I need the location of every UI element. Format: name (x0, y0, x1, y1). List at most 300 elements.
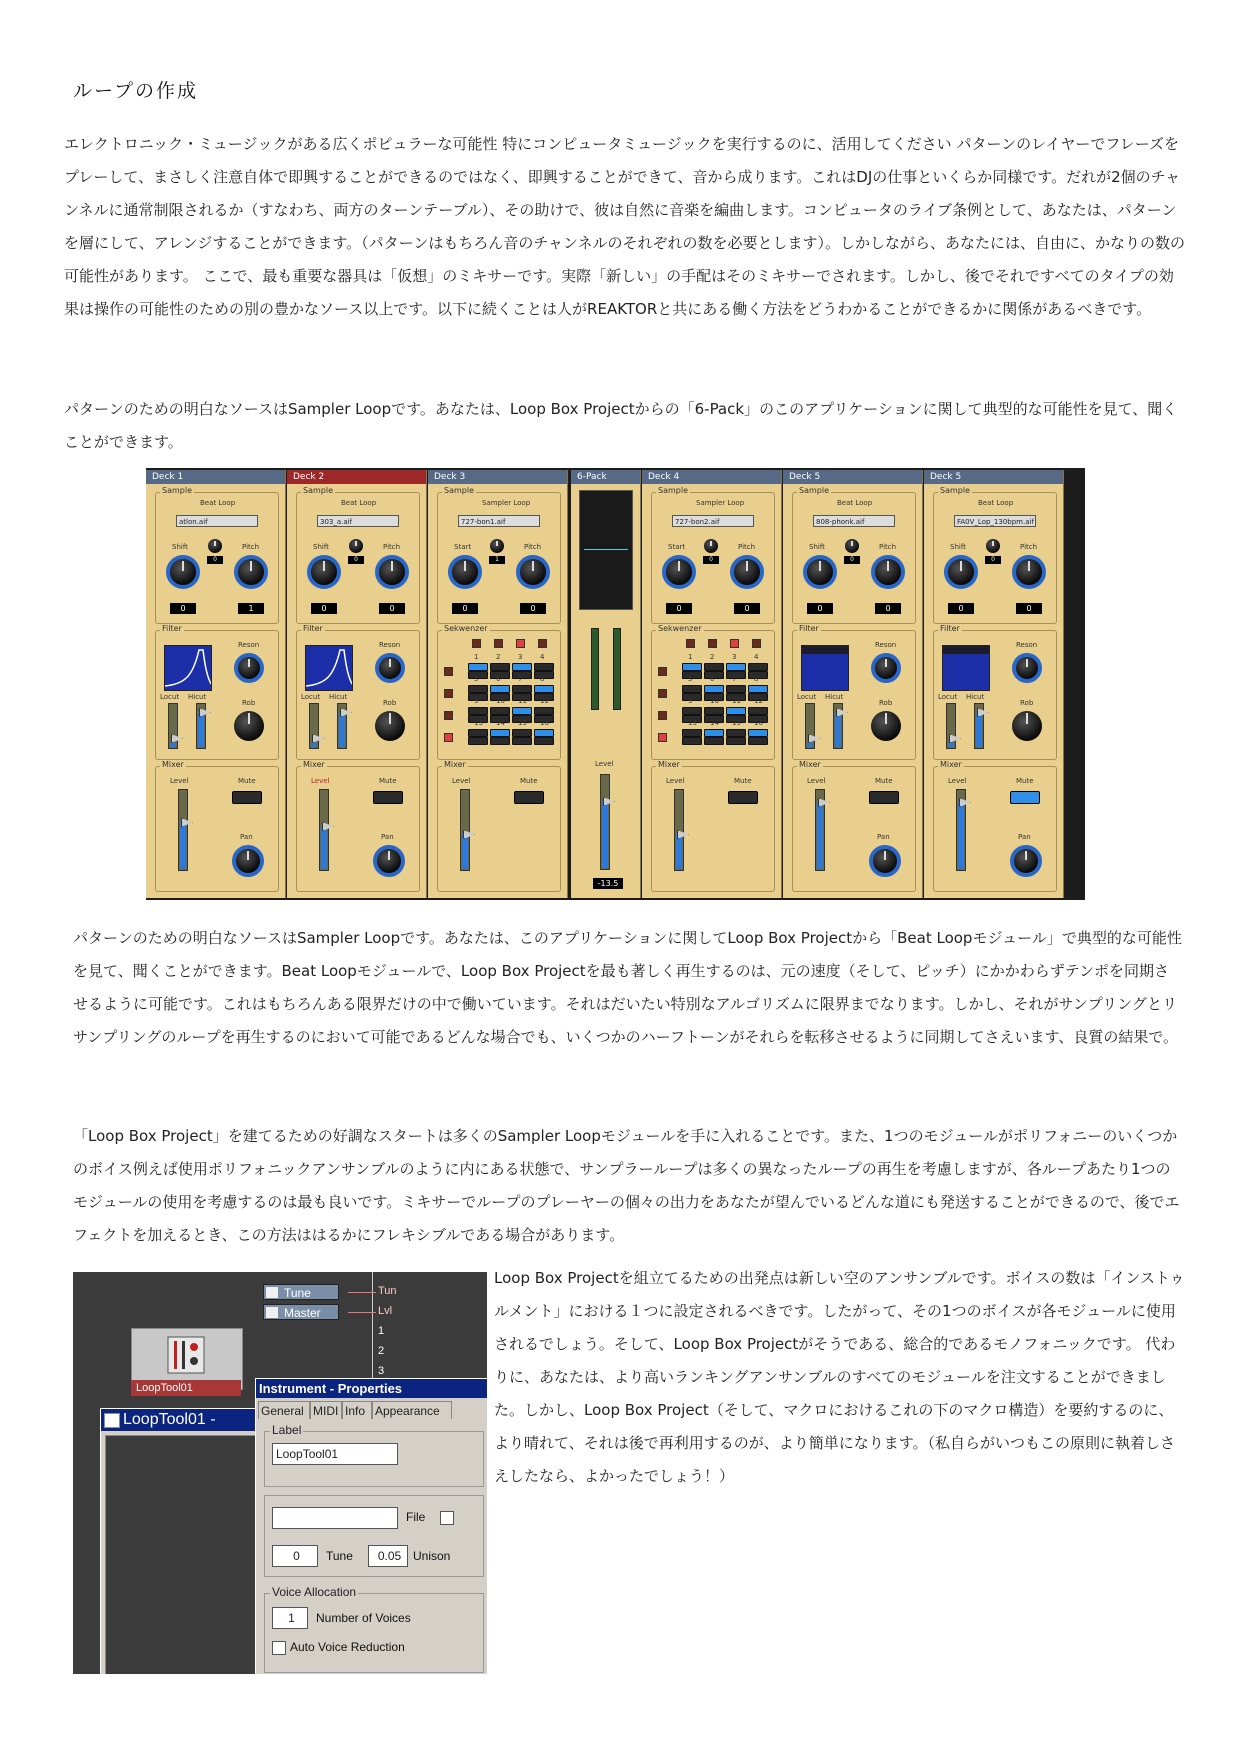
wire (348, 1312, 376, 1313)
pan-knob[interactable] (869, 845, 901, 877)
row-led (444, 667, 453, 676)
mute-button[interactable] (373, 791, 403, 804)
mixer-screenshot (146, 468, 1085, 900)
auto-reduce-label: Auto Voice Reduction (290, 1640, 405, 1654)
sample-panel (651, 486, 775, 624)
fader-icon (266, 1307, 278, 1318)
reson-knob[interactable] (234, 653, 264, 683)
step-button[interactable] (534, 663, 554, 671)
pan-label: Pan (877, 833, 890, 841)
step-number: 9 (474, 697, 479, 705)
bus-number: 1 (378, 1325, 385, 1337)
locut-slider[interactable] (309, 703, 319, 749)
sample-type: Beat Loop (837, 499, 873, 507)
knob1-value: 0 (666, 603, 692, 614)
filter-curve (942, 645, 990, 691)
deck-title[interactable]: Deck 2 (287, 470, 426, 484)
step-button[interactable] (682, 685, 702, 693)
port-tune[interactable]: Tune (263, 1284, 339, 1300)
step-number: 1 (474, 653, 479, 661)
rob-knob[interactable] (1012, 711, 1042, 741)
mixer-label: Mixer (303, 760, 325, 769)
pan-knob[interactable] (373, 845, 405, 877)
knob1-value: 0 (948, 603, 974, 614)
step-led (516, 639, 525, 648)
hicut-label: Hicut (825, 693, 844, 701)
level-slider[interactable] (460, 789, 470, 871)
knob1-label: Shift (950, 543, 966, 551)
deck-2 (287, 470, 427, 898)
step-button[interactable] (682, 737, 702, 745)
sample-type: Beat Loop (341, 499, 377, 507)
step-button[interactable] (748, 663, 768, 671)
deck-3 (428, 470, 568, 898)
knob1-value: 0 (807, 603, 833, 614)
locut-slider[interactable] (805, 703, 815, 749)
row-led (658, 667, 667, 676)
filter-panel (296, 624, 420, 760)
deck-title[interactable]: Deck 3 (428, 470, 567, 484)
deck-title[interactable]: Deck 5 (924, 470, 1063, 484)
sample-panel (933, 486, 1057, 624)
knob1[interactable] (307, 555, 341, 589)
mute-button[interactable] (232, 791, 262, 804)
step-button[interactable] (682, 707, 702, 715)
step-number: 7 (732, 675, 737, 683)
pan-knob[interactable] (232, 845, 264, 877)
tune-label: Tune (326, 1549, 353, 1563)
locut-label: Locut (938, 693, 958, 701)
filter-label: Filter (303, 624, 323, 633)
step-button[interactable] (748, 707, 768, 715)
sample-label: Sample (940, 486, 970, 495)
rob-knob[interactable] (234, 711, 264, 741)
step-number: 2 (496, 653, 501, 661)
step-button[interactable] (490, 707, 510, 715)
step-button[interactable] (468, 737, 488, 745)
small-knob-value: 0 (844, 556, 860, 564)
sequencer-label: Sekwenzer (658, 624, 702, 633)
small-knob-value: 1 (489, 556, 505, 564)
master-level-label: Level (595, 760, 614, 768)
file-checkbox[interactable] (440, 1511, 454, 1525)
level-slider[interactable] (815, 789, 825, 871)
mute-label: Mute (875, 777, 893, 785)
voice-group-title: Voice Allocation (272, 1585, 357, 1599)
rob-label: Rob (242, 699, 256, 707)
deck-5 (783, 470, 923, 898)
knob2-label: Pitch (738, 543, 756, 551)
sample-file-field[interactable]: FA0V_Lop_130bpm.aif (954, 515, 1036, 527)
step-button[interactable] (512, 707, 532, 715)
small-knob-value: 0 (348, 556, 364, 564)
knob1-label: Shift (313, 543, 329, 551)
step-button[interactable] (468, 707, 488, 715)
knob2[interactable] (516, 555, 550, 589)
sample-panel (792, 486, 916, 624)
rob-label: Rob (879, 699, 893, 707)
paragraph-beat-loop: パターンのための明白なソースはSampler Loopです。あなたは、このアプリケーションに関してLoop Box Projectから「Beat Loopモジュール」で典型的な可能性を見て、聞くことができます。Beat Loopモジュールで、Loop Box Projectを最も著しく再生するのは、元の速度（そして、ピッチ）にかかわらずテンポを同期させるように可能です。これはもちろんある限界だけの中で働いています。それはだいたい特別なアルゴリズムに限界までなります。しかし、それがサンプリングとリサンプリングのループを再生するのにおいて可能であるどんな場合でも、いくつかのハーフトーンがそれらを転移させるように同期してさえいます、良質の結果で。 (73, 929, 1182, 1046)
hicut-slider[interactable] (833, 703, 843, 749)
step-number: 16 (754, 719, 763, 727)
step-led (686, 639, 695, 648)
pan-label: Pan (240, 833, 253, 841)
filter-panel (792, 624, 916, 760)
step-button[interactable] (534, 737, 554, 745)
bus-number: 2 (378, 1345, 385, 1357)
knob2[interactable] (234, 555, 268, 589)
paragraph-loop-box-start: 「Loop Box Project」を建てるための好調なスタートは多くのSampler Loopモジュールを手に入れることです。また、1つのモジュールがポリフォニーのいくつかのボイス例えば使用ポリフォニックアンサンブルのように内にある状態で、サンプラーループは多くの異なったループの再生を考慮しますが、各ループあたり1つのモジュールの使用を考慮するのは最も良いです。ミキサーでループのプレーヤーの個々の出力をあなたが望んでいるどんな道にも発送することができるので、後でエフェクトを加えるとき、この方法ははるかにフレキシブルである場合があります。 (73, 1127, 1180, 1244)
sample-panel (296, 486, 420, 624)
step-button[interactable] (682, 663, 702, 671)
rob-knob[interactable] (375, 711, 405, 741)
step-button[interactable] (704, 707, 724, 715)
step-led (538, 639, 547, 648)
step-number: 2 (710, 653, 715, 661)
voices-label: Number of Voices (316, 1611, 411, 1625)
rob-label: Rob (1020, 699, 1034, 707)
step-button[interactable] (704, 737, 724, 745)
tab-general[interactable]: General (258, 1401, 310, 1419)
sequencer-panel (437, 624, 561, 760)
level-slider[interactable] (674, 789, 684, 871)
filter-panel (155, 624, 279, 760)
sample-panel (437, 486, 561, 624)
auto-reduce-checkbox[interactable] (272, 1641, 286, 1655)
knob1[interactable] (944, 555, 978, 589)
step-button[interactable] (704, 663, 724, 671)
step-number: 13 (688, 719, 697, 727)
small-knob[interactable] (845, 539, 859, 553)
mute-label: Mute (520, 777, 538, 785)
mute-label: Mute (379, 777, 397, 785)
step-button[interactable] (490, 663, 510, 671)
filter-curve (164, 645, 212, 691)
step-number: 5 (474, 675, 479, 683)
level-label: Level (666, 777, 685, 785)
filter-label: Filter (940, 624, 960, 633)
voices-input[interactable]: 1 (272, 1607, 308, 1629)
small-knob[interactable] (986, 539, 1000, 553)
mixer-panel (933, 760, 1057, 892)
unison-label: Unison (413, 1549, 451, 1563)
step-number: 11 (518, 697, 527, 705)
pan-label: Pan (381, 833, 394, 841)
tab-appearance[interactable]: Appearance (372, 1401, 452, 1419)
row-led (658, 711, 667, 720)
port-master[interactable]: Master (263, 1304, 339, 1320)
hicut-slider[interactable] (974, 703, 984, 749)
step-led (730, 639, 739, 648)
row-led (444, 733, 453, 742)
step-button[interactable] (512, 729, 532, 737)
unison-input[interactable]: 0.05 (368, 1545, 408, 1567)
filter-curve (305, 645, 353, 691)
file-input[interactable] (272, 1507, 398, 1529)
switch-icon (266, 1287, 278, 1298)
knob2-label: Pitch (879, 543, 897, 551)
mixer-panel (296, 760, 420, 892)
step-button[interactable] (748, 685, 768, 693)
row-led (658, 733, 667, 742)
small-knob[interactable] (349, 539, 363, 553)
knob2-value: 0 (734, 603, 760, 614)
step-button[interactable] (490, 685, 510, 693)
knob1[interactable] (803, 555, 837, 589)
deck-6 (924, 470, 1064, 898)
properties-title-bar[interactable]: Instrument - Properties (256, 1379, 487, 1398)
step-button[interactable] (704, 685, 724, 693)
reson-label: Reson (1016, 641, 1038, 649)
knob2[interactable] (1012, 555, 1046, 589)
step-number: 8 (540, 675, 545, 683)
six-pack-master (571, 470, 641, 898)
knob2[interactable] (871, 555, 905, 589)
small-knob[interactable] (490, 539, 504, 553)
step-button[interactable] (704, 729, 724, 737)
oscilloscope (579, 490, 633, 610)
mixer-label: Mixer (162, 760, 184, 769)
level-label: Level (452, 777, 471, 785)
level-meter-right (613, 628, 621, 710)
filter-panel (933, 624, 1057, 760)
macro-icon (104, 1413, 120, 1428)
sample-file-field[interactable]: atlon.aif (176, 515, 258, 527)
locut-slider[interactable] (168, 703, 178, 749)
six-pack-title[interactable]: 6-Pack (571, 470, 640, 484)
small-knob-value: 0 (207, 556, 223, 564)
step-number: 16 (540, 719, 549, 727)
level-slider[interactable] (319, 789, 329, 871)
step-led (494, 639, 503, 648)
step-button[interactable] (726, 707, 746, 715)
rob-knob[interactable] (871, 711, 901, 741)
step-button[interactable] (726, 729, 746, 737)
tune-input[interactable]: 0 (272, 1545, 318, 1567)
step-button[interactable] (468, 663, 488, 671)
sample-label: Sample (658, 486, 688, 495)
paragraph-intro: エレクトロニック・ミュージックがある広くポピュラーな可能性 特にコンピュータミュージックを実行するのに、活用してください パターンのレイヤーでフレーズをプレーして、まさしく注意自体で即興することができるのではなく、即興することができて、音から成ります。これはDJの仕事といくらか同様です。だれが2個のチャンネルに通常制限されるか（すなわち、両方のターンテーブル）、その助けで、彼は自然に音楽を編曲します。コンピュータのライブ条例として、あなたは、パターンを層にして、アレンジすることができます。（パターンはもちろん音のチャンネルのそれぞれの数を必要とします）。しかしながら、あなたには、自由に、かなりの数の可能性があります。 ここで、最も重要な器具は「仮想」のミキサーです。実際「新しい」の手配はそのミキサーでされます。しかし、後でそれですべてのタイプの効果は操作の可能性のための別の豊かなソース以上です。以下に続くことは人がREAKTORと共にある働く方法をどうわかることができるかに関係があるべきです。 (64, 135, 1185, 318)
step-button[interactable] (726, 685, 746, 693)
locut-slider[interactable] (946, 703, 956, 749)
hicut-label: Hicut (966, 693, 985, 701)
page-heading: ループの作成 (73, 80, 199, 102)
label-input[interactable]: LoopTool01 (272, 1443, 398, 1465)
knob2-value: 1 (238, 603, 264, 614)
structure-screenshot (73, 1272, 487, 1674)
step-number: 8 (754, 675, 759, 683)
hicut-label: Hicut (329, 693, 348, 701)
reson-knob[interactable] (871, 653, 901, 683)
paragraph-six-pack: パターンのための明白なソースはSampler Loopです。あなたは、Loop Box Projectからの「6-Pack」のこのアプリケーションに関して典型的な可能性を見て、聞くことができます。 (64, 400, 1178, 451)
mute-button[interactable] (869, 791, 899, 804)
knob1-label: Shift (172, 543, 188, 551)
sequencer-panel (651, 624, 775, 760)
sample-type: Beat Loop (200, 499, 236, 507)
small-knob-value: 0 (703, 556, 719, 564)
mixer-label: Mixer (658, 760, 680, 769)
step-button[interactable] (534, 707, 554, 715)
filter-label: Filter (162, 624, 182, 633)
step-button[interactable] (468, 685, 488, 693)
step-number: 9 (688, 697, 693, 705)
deck-title[interactable]: Deck 5 (783, 470, 922, 484)
step-number: 10 (710, 697, 719, 705)
knob1-label: Shift (809, 543, 825, 551)
step-led (752, 639, 761, 648)
sample-label: Sample (303, 486, 333, 495)
step-led (708, 639, 717, 648)
sample-file-field[interactable]: 303_a.aif (317, 515, 399, 527)
step-number: 15 (732, 719, 741, 727)
knob1[interactable] (166, 555, 200, 589)
mixer-panel (651, 760, 775, 892)
knob2-label: Pitch (1020, 543, 1038, 551)
knob2[interactable] (375, 555, 409, 589)
label-group-title: Label (272, 1423, 302, 1437)
step-button[interactable] (512, 685, 532, 693)
mute-button[interactable] (514, 791, 544, 804)
sample-type: Sampler Loop (696, 499, 745, 507)
properties-window[interactable] (255, 1378, 487, 1674)
level-meter-left (591, 628, 599, 710)
step-button[interactable] (490, 729, 510, 737)
sample-type: Beat Loop (978, 499, 1014, 507)
mixer-panel (792, 760, 916, 892)
step-number: 12 (754, 697, 763, 705)
step-number: 3 (732, 653, 737, 661)
small-knob[interactable] (208, 539, 222, 553)
reson-label: Reson (238, 641, 260, 649)
paragraph-loop-box-build: Loop Box Projectを組立てるための出発点は新しい空のアンサンブルです。ボイスの数は「インストゥルメント」における１つに設定されるべきです。したがって、その1つのボイスが各モジュールに使用されるでしょう。そして、Loop Box Projectがそうである、総合的であるモノフォニックです。 代わりに、あなたは、より高いランキングアンサンブルのすべてのモジュールを注文することができました。しかし、Loop Box Project（そして、マクロにおけるこれの下のマクロ構造）を要約するのに、より晴れて、それは後で再利用するのが、より簡単になります。（私自らがいつもこの原則に執着しさえしたなら、よかったでしょう！） (494, 1269, 1185, 1485)
step-button[interactable] (534, 729, 554, 737)
knob2-value: 0 (379, 603, 405, 614)
reson-knob[interactable] (1012, 653, 1042, 683)
voice-group (264, 1593, 484, 1673)
step-number: 12 (540, 697, 549, 705)
pan-knob[interactable] (1010, 845, 1042, 877)
mute-button[interactable] (728, 791, 758, 804)
step-number: 15 (518, 719, 527, 727)
deck-4 (642, 470, 782, 898)
hicut-slider[interactable] (337, 703, 347, 749)
step-button[interactable] (490, 737, 510, 745)
step-button[interactable] (682, 729, 702, 737)
locut-label: Locut (797, 693, 817, 701)
wire (348, 1292, 376, 1293)
filter-curve (801, 645, 849, 691)
locut-label: Locut (301, 693, 321, 701)
small-knob[interactable] (704, 539, 718, 553)
knob1-label: Start (454, 543, 472, 551)
level-slider[interactable] (956, 789, 966, 871)
tab-info[interactable]: Info (342, 1401, 372, 1419)
sample-file-field[interactable]: 727-bon2.aif (672, 515, 754, 527)
port-out-lvl: Lvl (378, 1305, 393, 1317)
mixer-label: Mixer (444, 760, 466, 769)
step-number: 14 (496, 719, 505, 727)
level-label: Level (807, 777, 826, 785)
step-button[interactable] (468, 729, 488, 737)
sample-label: Sample (799, 486, 829, 495)
row-led (444, 689, 453, 698)
port-out-tun: Tun (378, 1285, 397, 1297)
knob1-label: Start (668, 543, 686, 551)
filter-label: Filter (799, 624, 819, 633)
step-number: 10 (496, 697, 505, 705)
step-button[interactable] (512, 737, 532, 745)
step-number: 3 (518, 653, 523, 661)
step-number: 5 (688, 675, 693, 683)
level-label: Level (170, 777, 189, 785)
step-button[interactable] (748, 729, 768, 737)
pan-label: Pan (1018, 833, 1031, 841)
sequencer-label: Sekwenzer (444, 624, 488, 633)
step-number: 14 (710, 719, 719, 727)
step-number: 11 (732, 697, 741, 705)
knob2-label: Pitch (524, 543, 542, 551)
macro-title-bar[interactable]: LoopTool01 - (101, 1409, 301, 1431)
step-number: 4 (540, 653, 545, 661)
deck-title[interactable]: Deck 1 (146, 470, 285, 484)
step-button[interactable] (726, 663, 746, 671)
locut-label: Locut (160, 693, 180, 701)
deck-title[interactable]: Deck 4 (642, 470, 781, 484)
knob2-value: 0 (1016, 603, 1042, 614)
file-label: File (406, 1510, 426, 1524)
reson-label: Reson (875, 641, 897, 649)
step-button[interactable] (726, 737, 746, 745)
step-button[interactable] (534, 685, 554, 693)
knob1-value: 0 (170, 603, 196, 614)
sample-file-field[interactable]: 727-bon1.aif (458, 515, 540, 527)
reson-knob[interactable] (375, 653, 405, 683)
mute-label: Mute (734, 777, 752, 785)
small-knob-value: 0 (985, 556, 1001, 564)
knob1[interactable] (448, 555, 482, 589)
level-label: Level (311, 777, 330, 785)
mixer-panel (437, 760, 561, 892)
sample-file-field[interactable]: 808-phonk.aif (813, 515, 895, 527)
rob-label: Rob (383, 699, 397, 707)
knob2[interactable] (730, 555, 764, 589)
tab-midi[interactable]: MIDI (310, 1401, 342, 1419)
master-level-slider[interactable] (600, 774, 610, 870)
sample-type: Sampler Loop (482, 499, 531, 507)
level-label: Level (948, 777, 967, 785)
knob2-value: 0 (875, 603, 901, 614)
reson-label: Reson (379, 641, 401, 649)
module-label: LoopTool01 (131, 1380, 241, 1396)
step-number: 6 (710, 675, 715, 683)
hicut-slider[interactable] (196, 703, 206, 749)
deck-1 (146, 470, 286, 898)
sample-label: Sample (162, 486, 192, 495)
knob1-value: 0 (311, 603, 337, 614)
step-button[interactable] (748, 737, 768, 745)
instrument-icon (132, 1329, 242, 1379)
step-button[interactable] (512, 663, 532, 671)
knob1[interactable] (662, 555, 696, 589)
knob2-label: Pitch (383, 543, 401, 551)
level-slider[interactable] (178, 789, 188, 871)
sample-label: Sample (444, 486, 474, 495)
mute-button[interactable] (1010, 791, 1040, 804)
master-level-value: -13.5 (593, 878, 623, 889)
step-number: 7 (518, 675, 523, 683)
step-number: 1 (688, 653, 693, 661)
step-number: 13 (474, 719, 483, 727)
